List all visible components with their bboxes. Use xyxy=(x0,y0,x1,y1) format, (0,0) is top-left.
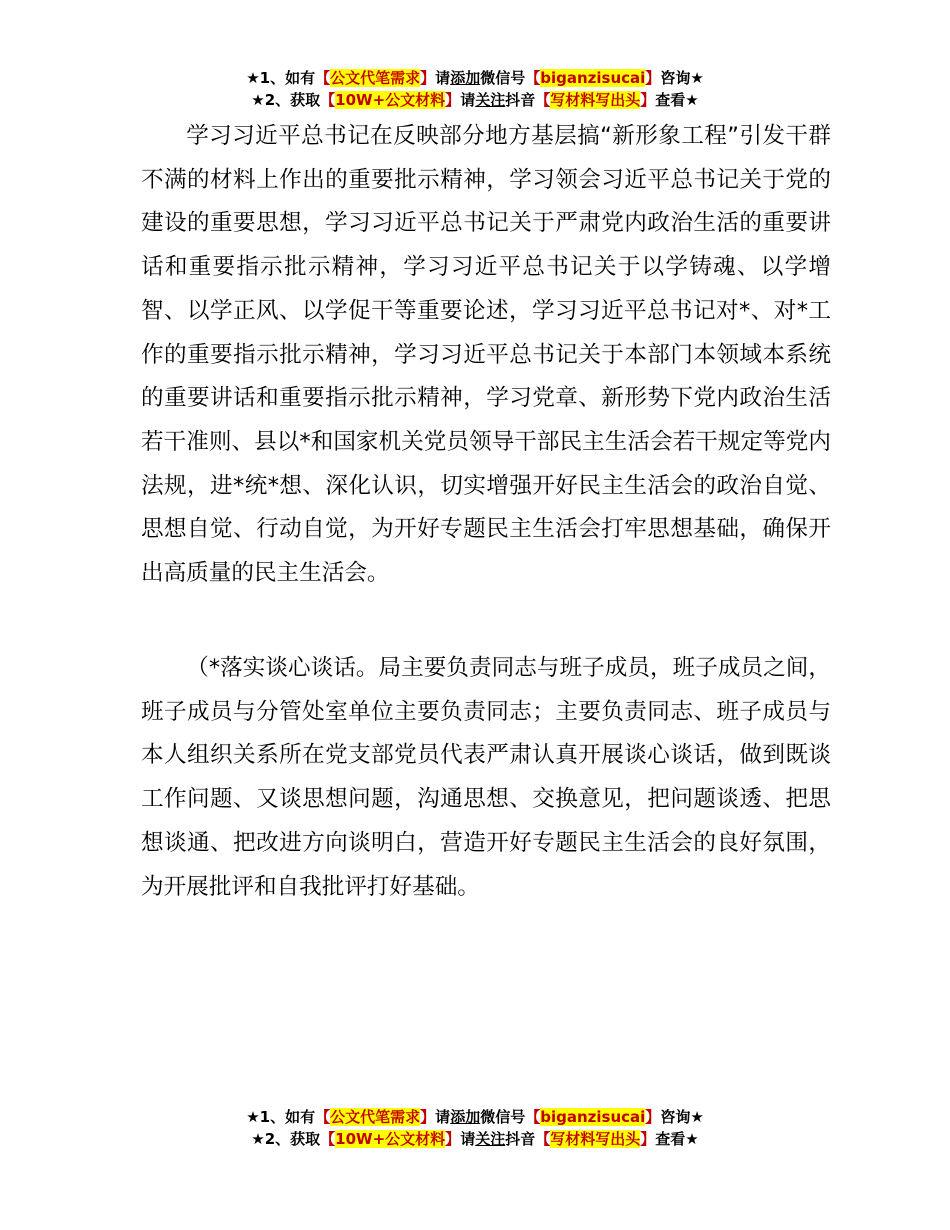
header-line-1-prefix: ★1、如有 xyxy=(246,69,316,87)
bracket-close: 】 xyxy=(420,69,436,87)
bracket-close: 】 xyxy=(640,1130,656,1148)
materials-offer-highlight: 10W+公文材料 xyxy=(335,1130,446,1148)
footer-line-1-prefix: ★1、如有 xyxy=(246,1108,316,1126)
header-line-1-underlined: 添加 xyxy=(450,69,481,87)
header-line-1-text-2: 微信号 xyxy=(480,69,526,87)
footer-line-2-prefix: ★2、获取 xyxy=(251,1130,321,1148)
footer-line-1-text: 请 xyxy=(435,1108,451,1126)
footer-banner xyxy=(0,1106,950,1150)
header-line-2-prefix: ★2、获取 xyxy=(251,91,321,109)
douyin-account-highlight: 写材料写出头 xyxy=(550,91,641,109)
wechat-id-highlight: biganzisucai xyxy=(540,1108,646,1126)
bracket-open: 【 xyxy=(535,91,551,109)
header-line-2-text: 请 xyxy=(460,91,476,109)
bracket-close: 】 xyxy=(445,91,461,109)
wechat-id-highlight: biganzisucai xyxy=(540,69,646,87)
header-line-2-suffix: 查看★ xyxy=(655,91,699,109)
footer-line-2-suffix: 查看★ xyxy=(655,1130,699,1148)
footer-line-2-text-2: 抖音 xyxy=(505,1130,536,1148)
bracket-open: 【 xyxy=(525,1108,541,1126)
header-line-2 xyxy=(0,89,950,111)
bracket-open: 【 xyxy=(525,69,541,87)
bracket-close: 】 xyxy=(445,1130,461,1148)
body-paragraph-2: （*落实谈心谈话。局主要负责同志与班子成员，班子成员之间，班子成员与分管处室单位主要负责同志；主要负责同志、班子成员与本人组织关系所在党支部党员代表严肃认真开展谈心谈话，做到既谈工作问题、又谈思想问题，沟通思想、交换意见，把问题谈透、把思想谈通、把改进方向谈明白，营造开好专题民主生活会的良好氛围，为开展批评和自我批评打好基础。 xyxy=(141,655,831,900)
materials-offer-highlight: 10W+公文材料 xyxy=(335,91,446,109)
header-line-1 xyxy=(0,67,950,89)
header-line-2-underlined: 关注 xyxy=(475,91,506,109)
bracket-close: 】 xyxy=(645,69,661,87)
bracket-open: 【 xyxy=(320,91,336,109)
bracket-close: 】 xyxy=(420,1108,436,1126)
bracket-open: 【 xyxy=(320,1130,336,1148)
douyin-account-highlight: 写材料写出头 xyxy=(550,1130,641,1148)
header-banner xyxy=(0,67,950,111)
bracket-open: 【 xyxy=(315,69,331,87)
footer-line-2-text: 请 xyxy=(460,1130,476,1148)
footer-line-1-suffix: 咨询★ xyxy=(660,1108,704,1126)
footer-line-1-underlined: 添加 xyxy=(450,1108,481,1126)
body-paragraph-1: 学习习近平总书记在反映部分地方基层搞“新形象工程”引发干群不满的材料上作出的重要批示精神，学习领会习近平总书记关于党的建设的重要思想，学习习近平总书记关于严肃党内政治生活的重要讲话和重要指示批示精神，学习习近平总书记关于以学铸魂、以学增智、以学正风、以学促干等重要论述，学习习近平总书记对*、对*工作的重要指示批示精神，学习习近平总书记关于本部门本领域本系统的重要讲话和重要指示批示精神，学习党章、新形势下党内政治生活若干准则、县以*和国家机关党员领导干部民主生活会若干规定等党内法规，进*统*想、深化认识，切实增强开好民主生活会的政治自觉、思想自觉、行动自觉，为开好专题民主生活会打牢思想基础，确保开出高质量的民主生活会。 xyxy=(141,123,831,587)
header-line-1-text: 请 xyxy=(435,69,451,87)
bracket-open: 【 xyxy=(315,1108,331,1126)
bracket-open: 【 xyxy=(535,1130,551,1148)
bracket-close: 】 xyxy=(640,91,656,109)
footer-line-1-text-2: 微信号 xyxy=(480,1108,526,1126)
ghostwriting-service-highlight: 公文代笔需求 xyxy=(330,69,421,87)
header-line-2-text-2: 抖音 xyxy=(505,91,536,109)
footer-line-2 xyxy=(0,1128,950,1150)
header-line-1-suffix: 咨询★ xyxy=(660,69,704,87)
ghostwriting-service-highlight: 公文代笔需求 xyxy=(330,1108,421,1126)
footer-line-2-underlined: 关注 xyxy=(475,1130,506,1148)
bracket-close: 】 xyxy=(645,1108,661,1126)
footer-line-1 xyxy=(0,1106,950,1128)
